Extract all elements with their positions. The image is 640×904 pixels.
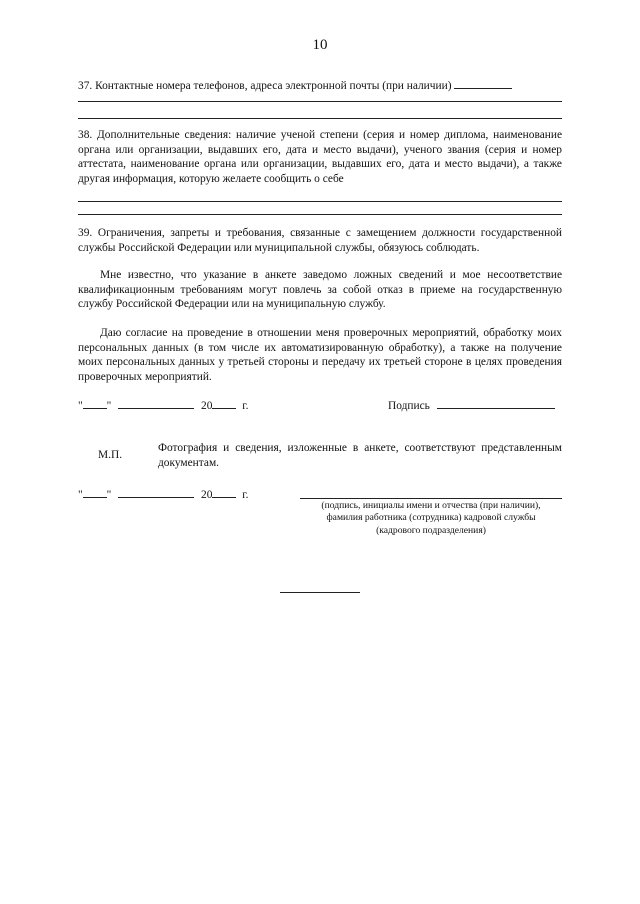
applicant-day-field[interactable]: [83, 398, 107, 409]
hr-month-field[interactable]: [118, 487, 194, 498]
signature-label: Подпись: [388, 400, 430, 412]
item-39-awareness: Мне известно, что указание в анкете заведомо ложных сведений и мое несоответствие квалификационным требованиям могут повлечь за собой отказ в приеме на государственную службу Российской Федерации или на муниципальную службу.: [78, 269, 562, 311]
item-38-text: 38. Дополнительные сведения: наличие ученой степени (серия и номер диплома, наименование органа или организации, выдавших его, дата и место выдачи), ученого звания (серия и номер аттестата, наименование органа или организации, выдавших его, дата и место выдачи), а также другая информация, которую желаете сообщить о себе: [78, 129, 562, 185]
item-37-label: 37. Контактные номера телефонов, адреса электронной почты (при наличии): [78, 80, 452, 92]
stamp-label: М.П.: [98, 449, 123, 461]
item-37-line-1: [78, 101, 562, 102]
item-38-line-2: [78, 214, 562, 215]
item-37-line-2: [78, 118, 562, 119]
applicant-signature-row: [388, 398, 555, 413]
applicant-year-field[interactable]: [212, 398, 236, 409]
end-of-page-rule: [280, 592, 360, 593]
applicant-month-field[interactable]: [118, 398, 194, 409]
hr-year-field[interactable]: [212, 487, 236, 498]
hr-day-field[interactable]: [83, 487, 107, 498]
applicant-signature-field[interactable]: [437, 398, 555, 409]
item-37-fill-line: [454, 78, 512, 89]
verification-text: Фотография и сведения, изложенные в анкете, соответствуют представленным документам.: [158, 442, 562, 469]
item-37-text: [78, 78, 562, 94]
item-38-line-1: [78, 201, 562, 202]
item-39-consent: Даю согласие на проведение в отношении меня проверочных мероприятий, обработку моих персональных данных (в том числе их автоматизированную обработку), а также на получение моих персональных данных у третьей стороны и передачу их третьей стороне в целях проведения проверочных мероприятий.: [78, 327, 562, 383]
hr-signature-caption: (подпись, инициалы имени и отчества (при наличии), фамилия работника (сотрудника) кадровой службы (кадрового подразделения): [321, 500, 541, 536]
page-number: 10: [312, 37, 328, 53]
item-39-text: 39. Ограничения, запреты и требования, связанные с замещением должности государственной службы Российской Федерации или муниципальной службы, обязуюсь соблюдать.: [78, 227, 562, 254]
hr-date-row: " " 20 г.: [78, 489, 249, 501]
hr-signature-line[interactable]: [300, 498, 562, 499]
applicant-date-row: " " 20 г.: [78, 400, 249, 412]
